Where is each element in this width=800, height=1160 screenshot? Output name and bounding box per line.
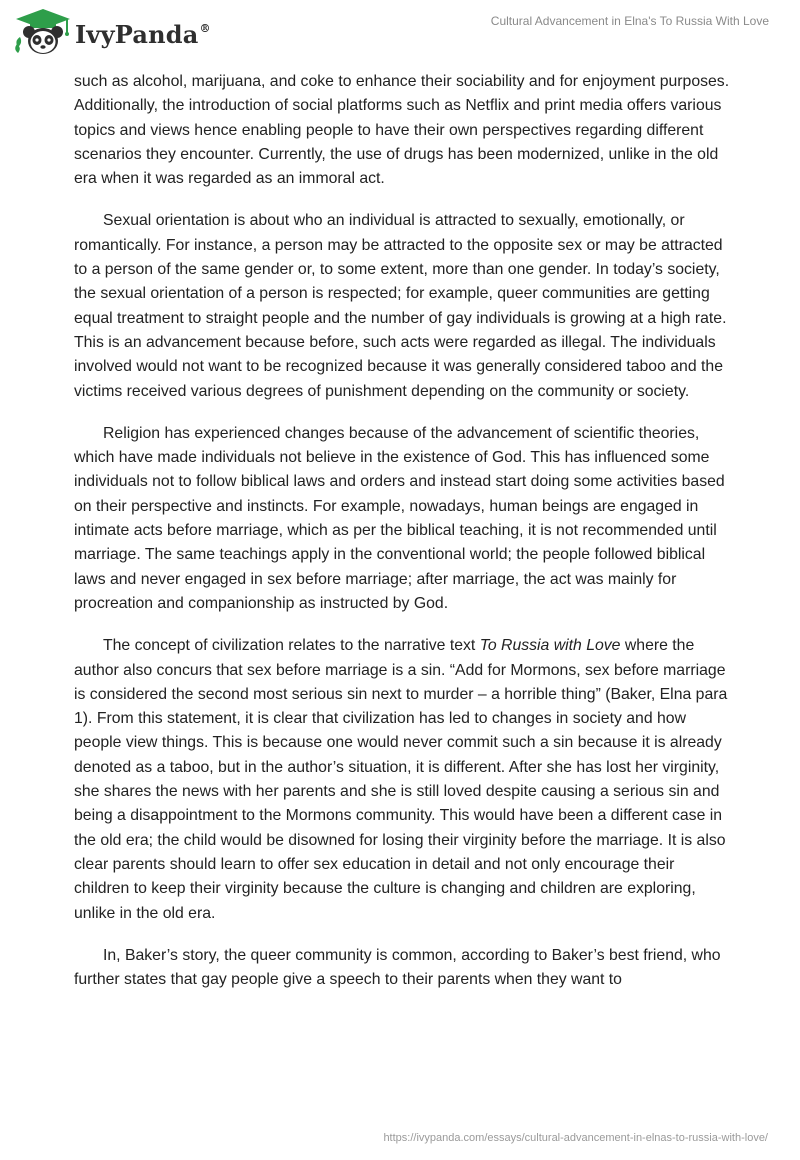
paragraph-2: Sexual orientation is about who an individual is attracted to sexually, emotionally, or romantically. For instance, a person may be attracted to the opposite sex or may be attracted to a person of the same gender or, to some extent, more than one gender. In today’s society, the sexual orientation of a person is respected; for example, queer communities are getting equal treatment to straight people and the number of gay individuals is growing at a high rate. This is an advancement because before, such acts were regarded as illegal. The individuals involved would not want to be recognized because it was generally considered taboo and the victims received various degrees of punishment depending on the community or society. <box>74 212 727 400</box>
book-title: To Russia with Love <box>479 637 621 655</box>
logo-text: IvyPanda <box>75 20 199 49</box>
page-header <box>0 0 800 70</box>
paragraph-5: In, Baker’s story, the queer community is common, according to Baker’s best friend, who further states that gay people give a speech to their parents when they want to <box>74 946 721 989</box>
source-url-link[interactable]: https://ivypanda.com/essays/cultural-advancement-in-elnas-to-russia-with-love/ <box>383 1132 768 1144</box>
essay-body <box>74 70 730 1010</box>
ivypanda-logo[interactable] <box>12 7 211 57</box>
paragraph-3: Religion has experienced changes because of the advancement of scientific theories, which have made individuals not believe in the existence of God. This has influenced some individuals not to follow biblical laws and orders and instead start doing some activities based on their perspective and instincts. For example, nowadays, human beings are engaged in intimate acts before marriage, which as per the biblical teaching, it is not recommended until marriage. The same teachings apply in the conventional world; the people followed biblical laws and never engaged in sex before marriage; after marriage, the act was mainly for procreation and companionship as instructed by God. <box>74 424 725 612</box>
document-title: Cultural Advancement in Elna's To Russia With Love <box>490 14 769 28</box>
paragraph-4 <box>74 634 730 926</box>
logo-wordmark <box>75 20 211 49</box>
registered-mark: ® <box>199 22 211 35</box>
paragraph-4-rest: where the author also concurs that sex before marriage is a sin. “Add for Mormons, sex before marriage is considered the second most serious sin next to murder – a horrible thing” (Baker, Elna para 1). From this statement, it is clear that civilization has led to changes in society and how people view things. This is because one would never commit such a sin because it is already denoted as a taboo, but in the author’s situation, it is different. After she has lost her virginity, she shares the news with her parents and she is still loved despite causing a serious sin and being a disappointment to the Mormons community. This would have been a different case in the old era; the child would be disowned for losing their virginity before the marriage. It is also clear parents should learn to offer sex education in detail and not only encourage their children to keep their virginity because the culture is changing and children are exploring, unlike in the old era. <box>74 637 728 922</box>
paragraph-1: such as alcohol, marijuana, and coke to enhance their sociability and for enjoyment purposes. Additionally, the introduction of social platforms such as Netflix and print media offers various topics and views hence enabling people to have their own perspectives regarding different scenarios they encounter. Currently, the use of drugs has been modernized, unlike in the old era when it was regarded as an immoral act. <box>74 73 730 188</box>
paragraph-4-start: The concept of civilization relates to the narrative text <box>103 637 480 655</box>
panda-graduate-icon <box>12 7 74 57</box>
